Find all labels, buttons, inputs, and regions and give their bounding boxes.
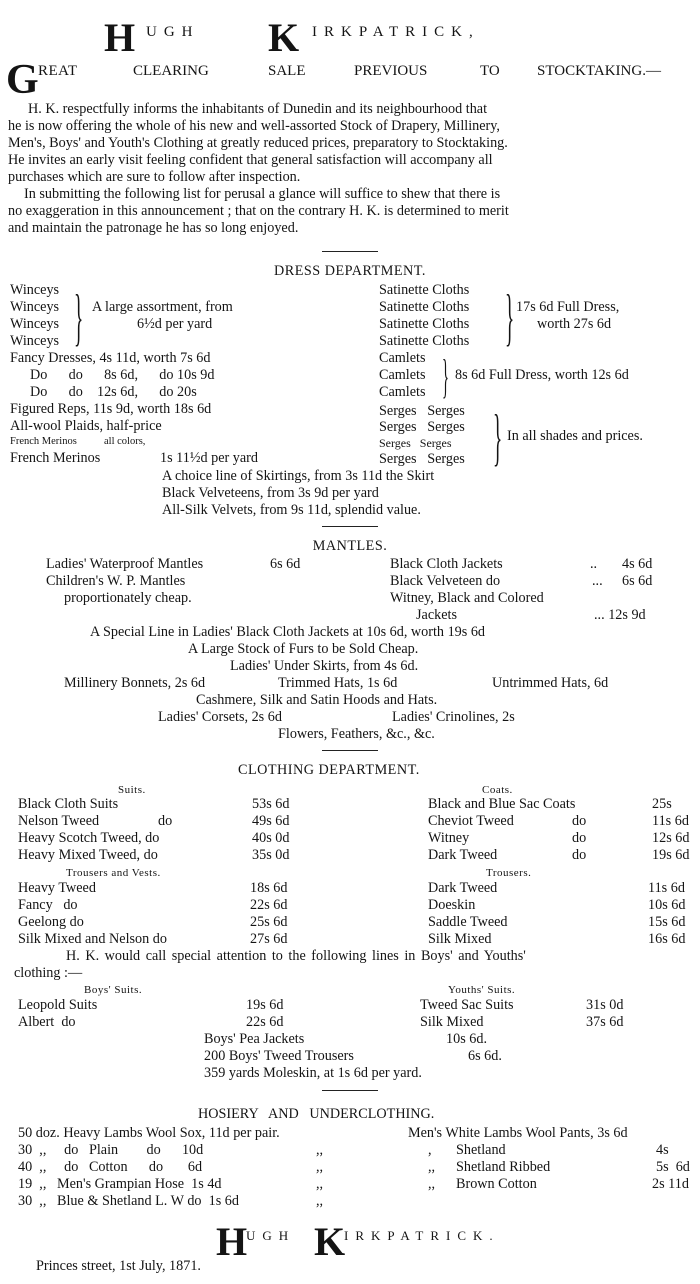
serges-item: Serges Serges — [379, 419, 465, 435]
hosiery-item: 40 ,, do Cotton do 6d — [18, 1159, 203, 1175]
jacket-item: Black Velveteen do — [390, 573, 501, 589]
list-do: do — [572, 813, 587, 829]
list-item: Saddle Tweed — [428, 914, 508, 930]
list-price: 22s 6d — [250, 897, 288, 913]
underskirts-line: Ladies' Under Skirts, from 4s 6d. — [230, 658, 419, 674]
section-divider — [322, 750, 378, 751]
brace-icon: } — [442, 350, 449, 403]
jacket-price: ... 12s 9d — [594, 607, 646, 623]
intro-line: He invites an early visit feeling confident that general satisfaction will accompany all — [8, 152, 493, 168]
winceys-item: Winceys — [10, 316, 60, 332]
camlets-note: 8s 6d Full Dress, worth 12s 6d — [455, 367, 629, 383]
winceys-item: Winceys — [10, 333, 60, 349]
jacket-item: Witney, Black and Colored — [390, 590, 544, 606]
ditto-mark: ,, — [428, 1176, 436, 1192]
merinos-colors: all colors, — [104, 436, 146, 447]
heading-initial-k: K — [268, 15, 300, 60]
flowers-line: Flowers, Feathers, &c., &c. — [278, 726, 435, 742]
list-price: 11s 6d — [648, 880, 685, 896]
winceys-price: 6½d per yard — [137, 316, 213, 332]
satinette-item: Satinette Cloths — [379, 316, 470, 332]
special-line: A Special Line in Ladies' Black Cloth Jackets at 10s 6d, worth 19s 6d — [90, 624, 486, 640]
list-item: Silk Mixed and Nelson do — [18, 931, 167, 947]
jacket-price: 6s 6d — [622, 573, 653, 589]
title-stocktaking: STOCKTAKING.— — [537, 63, 661, 79]
mantles-heading: MANTLES. — [312, 538, 388, 554]
trousers-price: 6s 6d. — [468, 1048, 502, 1064]
furs-line: A Large Stock of Furs to be Sold Cheap. — [188, 641, 419, 657]
moleskin: 359 yards Moleskin, at 1s 6d per yard. — [204, 1065, 422, 1081]
footer-ugh: UGH — [246, 1228, 296, 1243]
list-price: 19s 6d — [246, 997, 284, 1013]
list-item: Black Cloth Suits — [18, 796, 119, 812]
list-do: do — [572, 830, 587, 846]
heading-irkpatrick: IRKPATRICK, — [312, 24, 480, 40]
list-price: 11s 6d — [652, 813, 689, 829]
camlets-item: Camlets — [379, 367, 426, 383]
ditto-mark: ,, — [428, 1159, 436, 1175]
mantle-note: proportionately cheap. — [64, 590, 192, 606]
satinette-item: Satinette Cloths — [379, 282, 470, 298]
list-item: Albert do — [18, 1014, 76, 1030]
list-item: Heavy Tweed — [18, 880, 96, 896]
mantle-price: 6s 6d — [270, 556, 301, 572]
title-great: REAT — [38, 63, 78, 79]
pants-item: Men's White Lambs Wool Pants, 3s 6d — [408, 1125, 628, 1141]
fancy-dresses: Fancy Dresses, 4s 11d, worth 7s 6d — [10, 350, 211, 366]
list-price: 31s 0d — [586, 997, 624, 1013]
list-item: Leopold Suits — [18, 997, 98, 1013]
merinos-price: 1s 11½d per yard — [160, 450, 258, 466]
list-item: Nelson Tweed — [18, 813, 100, 829]
list-price: 18s 6d — [250, 880, 288, 896]
trousers-vests-heading: Trousers and Vests. — [66, 867, 161, 879]
list-price: 49s 6d — [252, 813, 290, 829]
camlets-item: Camlets — [379, 350, 426, 366]
footer-irkpatrick: IRKPATRICK. — [344, 1228, 500, 1243]
footer-initial-k: K — [314, 1219, 346, 1264]
intro-line: and maintain the patronage he has so long enjoyed. — [8, 220, 299, 236]
suits-heading: Suits. — [118, 784, 146, 796]
fancy-dresses: Do do 12s 6d, do 20s — [30, 384, 197, 400]
bonnets: Millinery Bonnets, 2s 6d — [64, 675, 206, 691]
winceys-note: A large assortment, from — [92, 299, 233, 315]
list-price: 27s 6d — [250, 931, 288, 947]
list-price: 40s 0d — [252, 830, 290, 846]
pants-price: 4s — [656, 1142, 669, 1158]
mantle-item: Ladies' Waterproof Mantles — [46, 556, 204, 572]
title-previous: PREVIOUS — [354, 63, 428, 79]
list-item: Heavy Scotch Tweed, do — [18, 830, 160, 846]
pants-price: 5s 6d — [656, 1159, 690, 1175]
merinos-small: French Merinos — [10, 436, 77, 447]
crinolines: Ladies' Crinolines, 2s — [392, 709, 515, 725]
jacket-price: 4s 6d — [622, 556, 653, 572]
brace-icon: } — [505, 281, 515, 352]
dress-heading: DRESS DEPARTMENT. — [274, 263, 426, 279]
satinette-item: Satinette Cloths — [379, 333, 470, 349]
boys-heading: Boys' Suits. — [84, 984, 143, 996]
list-price: 25s — [652, 796, 672, 812]
jacket-item: Black Cloth Jackets — [390, 556, 503, 572]
serges-item: Serges Serges — [379, 403, 465, 419]
list-price: 22s 6d — [246, 1014, 284, 1030]
hosiery-heading: HOSIERY AND UNDERCLOTHING. — [198, 1106, 435, 1122]
camlets-item: Camlets — [379, 384, 426, 400]
title-clearing: CLEARING — [133, 63, 209, 79]
hosiery-item: 30 ,, Blue & Shetland L. W do 1s 6d — [18, 1193, 239, 1209]
figured-reps: Figured Reps, 11s 9d, worth 18s 6d — [10, 401, 212, 417]
list-do: do — [158, 813, 173, 829]
satinette-item: Satinette Cloths — [379, 299, 470, 315]
trimmed-hats: Trimmed Hats, 1s 6d — [278, 675, 398, 691]
serges-item: Serges Serges — [379, 436, 452, 450]
jacket-dots: .. — [590, 556, 598, 572]
great-initial-g: G — [6, 57, 39, 103]
hoods-line: Cashmere, Silk and Satin Hoods and Hats. — [196, 692, 438, 708]
jacket-dots: ... — [592, 573, 603, 589]
list-do: do — [572, 847, 587, 863]
list-item: Witney — [428, 830, 470, 846]
list-item: Tweed Sac Suits — [420, 997, 514, 1013]
list-item: Silk Mixed — [420, 1014, 484, 1030]
velvets: All-Silk Velvets, from 9s 11d, splendid value. — [162, 502, 421, 518]
intro-line: he is now offering the whole of his new and well-assorted Stock of Drapery, Millinery, — [8, 118, 500, 134]
list-item: Dark Tweed — [428, 847, 498, 863]
ditto-mark: , — [428, 1142, 432, 1158]
list-item: Fancy do — [18, 897, 78, 913]
list-price: 16s 6d — [648, 931, 686, 947]
clothing-heading: CLOTHING DEPARTMENT. — [238, 762, 420, 778]
list-price: 25s 6d — [250, 914, 288, 930]
title-sale: SALE — [268, 63, 306, 79]
skirtings: A choice line of Skirtings, from 3s 11d the Skirt — [162, 468, 435, 484]
mantle-item: Children's W. P. Mantles — [46, 573, 186, 589]
hosiery-item: 50 doz. Heavy Lambs Wool Sox, 11d per pair. — [18, 1125, 280, 1141]
footer-address: Princes street, 1st July, 1871. — [36, 1258, 201, 1274]
satinette-price: worth 27s 6d — [537, 316, 612, 332]
pea-price: 10s 6d. — [446, 1031, 487, 1047]
ditto-mark: ,, — [316, 1159, 324, 1175]
pants-item: Shetland Ribbed — [456, 1159, 551, 1175]
serges-item: Serges Serges — [379, 451, 465, 467]
list-item: Cheviot Tweed — [428, 813, 514, 829]
ditto-mark: ,, — [316, 1176, 324, 1192]
pants-item: Shetland — [456, 1142, 506, 1158]
winceys-item: Winceys — [10, 282, 60, 298]
list-item: Geelong do — [18, 914, 84, 930]
merinos-item: French Merinos — [10, 450, 101, 466]
list-price: 12s 6d — [652, 830, 690, 846]
brace-icon: } — [493, 401, 503, 472]
fancy-dresses: Do do 8s 6d, do 10s 9d — [30, 367, 215, 383]
pants-item: Brown Cotton — [456, 1176, 537, 1192]
winceys-item: Winceys — [10, 299, 60, 315]
list-item: Black and Blue Sac Coats — [428, 796, 576, 812]
hosiery-item: 30 ,, do Plain do 10d — [18, 1142, 204, 1158]
jacket-item: Jackets — [416, 607, 457, 623]
boys-note: clothing :— — [14, 965, 83, 981]
list-price: 10s 6d — [648, 897, 686, 913]
intro-line: Men's, Boys' and Youth's Clothing at greatly reduced prices, preparatory to Stocktaking. — [8, 135, 508, 151]
list-price: 35s 0d — [252, 847, 290, 863]
pea-jackets: Boys' Pea Jackets — [204, 1031, 305, 1047]
intro-line: purchases which are sure to follow after inspection. — [8, 169, 301, 185]
youths-heading: Youths' Suits. — [448, 984, 516, 996]
intro-line: no exaggeration in this announcement ; that on the contrary H. K. is determined to merit — [8, 203, 509, 219]
list-price: 19s 6d — [652, 847, 690, 863]
section-divider — [322, 526, 378, 527]
list-item: Silk Mixed — [428, 931, 492, 947]
corsets: Ladies' Corsets, 2s 6d — [158, 709, 282, 725]
heading-ugh: UGH — [146, 24, 200, 40]
section-divider — [322, 1090, 378, 1091]
boys-note: H. K. would call special attention to the following lines in Boys' and Youths' — [66, 948, 526, 964]
list-item: Heavy Mixed Tweed, do — [18, 847, 158, 863]
heading-initial-h: H — [104, 15, 136, 60]
pants-price: 2s 11d — [652, 1176, 689, 1192]
trousers-heading: Trousers. — [486, 867, 532, 879]
satinette-note: 17s 6d Full Dress, — [516, 299, 620, 315]
velveteens: Black Velveteens, from 3s 9d per yard — [162, 485, 379, 501]
ditto-mark: ,, — [316, 1193, 324, 1209]
footer-initial-h: H — [216, 1219, 248, 1264]
boys-trousers: 200 Boys' Tweed Trousers — [204, 1048, 354, 1064]
list-item: Doeskin — [428, 897, 476, 913]
list-price: 15s 6d — [648, 914, 686, 930]
intro-line: In submitting the following list for perusal a glance will suffice to shew that there is — [24, 186, 501, 202]
wool-plaids: All-wool Plaids, half-price — [10, 418, 162, 434]
hosiery-item: 19 ,, Men's Grampian Hose 1s 4d — [18, 1176, 222, 1192]
untrimmed-hats: Untrimmed Hats, 6d — [492, 675, 609, 691]
brace-icon: } — [74, 281, 84, 352]
section-divider — [322, 251, 378, 252]
list-price: 37s 6d — [586, 1014, 624, 1030]
list-price: 53s 6d — [252, 796, 290, 812]
coats-heading: Coats. — [482, 784, 513, 796]
serges-note: In all shades and prices. — [507, 428, 643, 444]
list-item: Dark Tweed — [428, 880, 498, 896]
intro-line: H. K. respectfully informs the inhabitants of Dunedin and its neighbourhood that — [28, 101, 488, 117]
title-to: TO — [480, 63, 500, 79]
ditto-mark: ,, — [316, 1142, 324, 1158]
